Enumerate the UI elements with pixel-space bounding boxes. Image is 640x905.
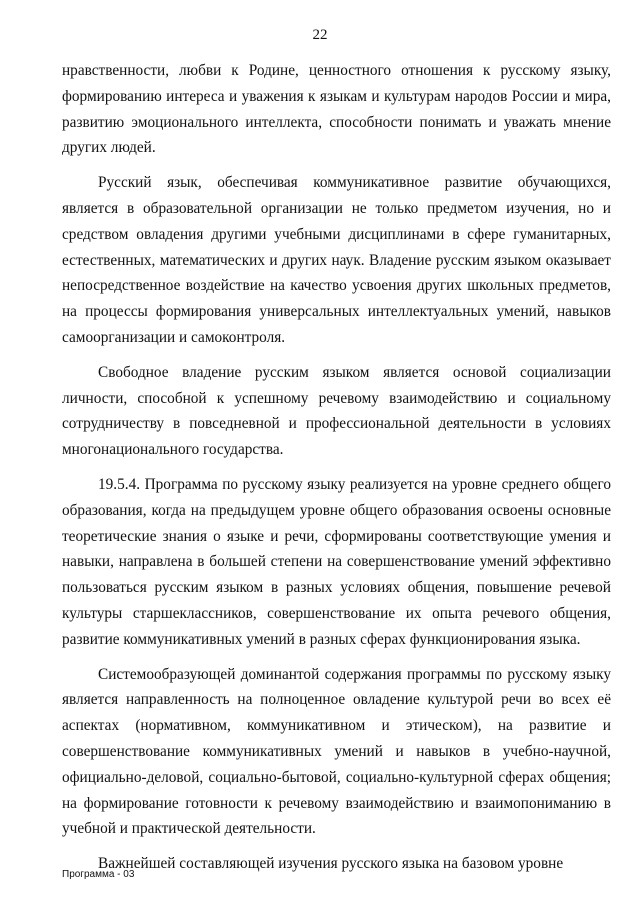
paragraph-important-component: Важнейшей составляющей изучения русского языка на базовом уровне [98,855,564,873]
paragraph-russian-language-role: Русский язык, обеспечивая коммуникативное развитие обучающихся, является в образовательной организации не только предметом изучения, но и средством овладения другими учебными дисциплинами в сфере гуманитарных, естественных, математических и других наук. Владение русским языком оказывает непосредственное воздействие на качество усвоения других школьных предметов, на процессы формирования универсальных интеллектуальных умений, навыков самоорганизации и самоконтроля. [62,174,611,346]
paragraph-system-dominant: Системообразующей доминантой содержания программы по русскому языку является направленность на полноценное овладение культурой речи во всех её аспектах (нормативном, коммуникативном и этическом), на развитие и совершенствование коммуникативных умений и навыков в учебно-научной, официально-деловой, социально-бытовой, социально-культурной сферах общения; на формирование готовности к речевому взаимодействию и взаимопониманию в учебной и практической деятельности. [62,665,611,838]
paragraph-free-mastery: Свободное владение русским языком является основой социализации личности, способной к успешному речевому взаимодействию и социальному сотрудничеству в повседневной и профессиональной деятельности в условиях многонационального государства. [62,363,611,459]
document-body [62,58,611,877]
paragraph-continuation: нравственности, любви к Родине, ценностного отношения к русскому языку, формированию интереса и уважения к языкам и культурам народов России и мира, развитию эмоционального интеллекта, способности понимать и уважать мнение других людей. [62,62,611,157]
page-footer: Программа - 03 [62,869,135,880]
paragraph-section-19-5-4: 19.5.4. Программа по русскому языку реализуется на уровне среднего общего образования, когда на предыдущем уровне общего образования освоены основные теоретические знания о языке и речи, сформированы соответствующие умения и навыки, направлена в большей степени на совершенствование умений эффективно пользоваться русским языком в разных условиях общения, повышение речевой культуры старшеклассников, совершенствование их опыта речевого общения, развитие коммуникативных умений в разных сферах функционирования языка. [62,475,611,648]
page-number: 22 [312,27,328,43]
